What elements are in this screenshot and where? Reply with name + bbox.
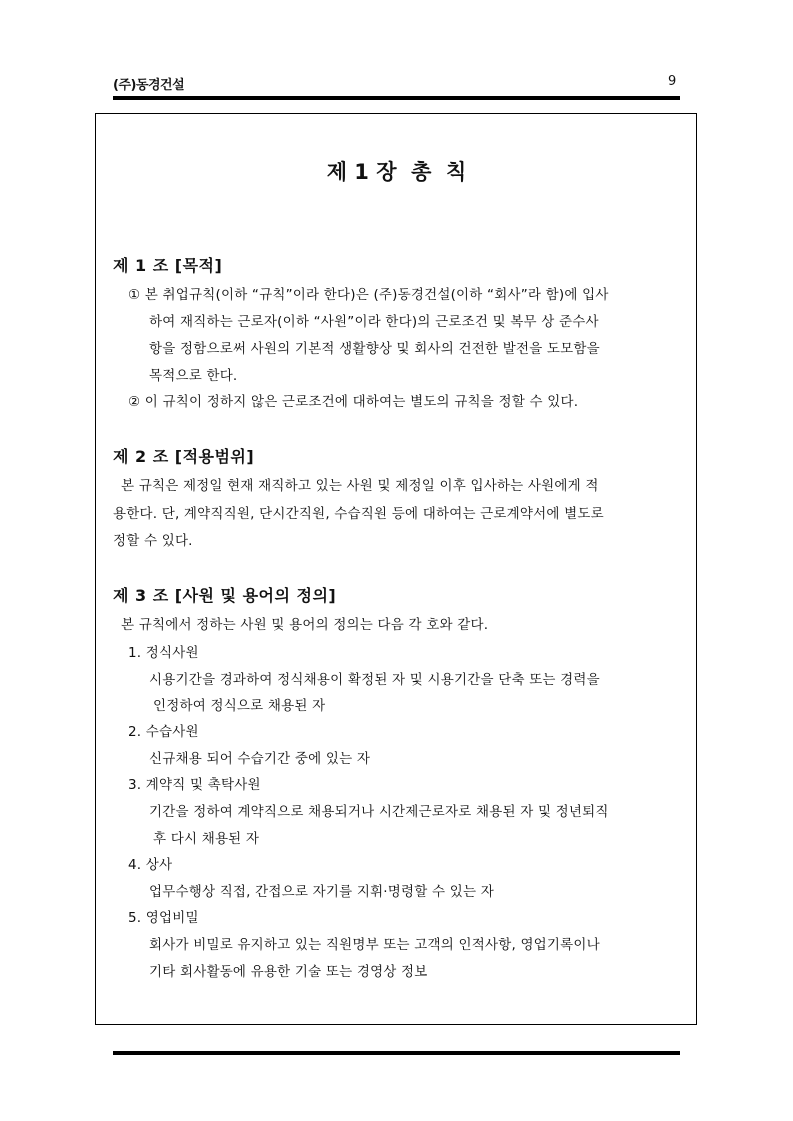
article-1-heading: 제 1 조 [목적] bbox=[113, 256, 223, 275]
definition-term: 5. 영업비밀 bbox=[128, 910, 199, 926]
definition-text: 후 다시 채용된 자 bbox=[153, 831, 260, 847]
footer-rule bbox=[113, 1051, 680, 1055]
definition-text: 회사가 비밀로 유지하고 있는 직원명부 또는 고객의 인적사항, 영업기록이나 bbox=[149, 937, 600, 953]
header-company: (주)동경건설 bbox=[113, 78, 185, 93]
article-3-intro: 본 규칙에서 정하는 사원 및 용어의 정의는 다음 각 호와 같다. bbox=[121, 617, 489, 633]
article-3-heading: 제 3 조 [사원 및 용어의 정의] bbox=[113, 586, 337, 605]
article-1-line: ① 본 취업규칙(이하 “규칙”이라 한다)은 (주)동경건설(이하 “회사”라 함)에 입사 bbox=[128, 287, 609, 303]
definition-term: 1. 정식사원 bbox=[128, 645, 199, 661]
header-rule bbox=[113, 96, 680, 100]
article-2-line: 용한다. 단, 계약직직원, 단시간직원, 수습직원 등에 대하여는 근로계약서에 별도로 bbox=[113, 506, 604, 522]
article-1-line: ② 이 규칙이 정하지 않은 근로조건에 대하여는 별도의 규칙을 정할 수 있다. bbox=[128, 394, 579, 410]
header-page-number: 9 bbox=[668, 74, 677, 89]
definition-term: 3. 계약직 및 촉탁사원 bbox=[128, 777, 261, 793]
definition-text: 기타 회사활동에 유용한 기술 또는 경영상 정보 bbox=[149, 964, 428, 980]
definition-text: 기간을 정하여 계약직으로 채용되거나 시간제근로자로 채용된 자 및 정년퇴직 bbox=[149, 804, 609, 820]
article-1-line: 하여 재직하는 근로자(이하 “사원”이라 한다)의 근로조건 및 복무 상 준수사 bbox=[149, 314, 599, 330]
definition-text: 시용기간을 경과하여 정식채용이 확정된 자 및 시용기간을 단축 또는 경력을 bbox=[149, 672, 600, 688]
definition-text: 업무수행상 직접, 간접으로 자기를 지휘·명령할 수 있는 자 bbox=[149, 884, 494, 900]
article-2-line: 본 규칙은 제정일 현재 재직하고 있는 사원 및 제정일 이후 입사하는 사원에게 적 bbox=[121, 478, 599, 494]
article-2-line: 정할 수 있다. bbox=[113, 533, 193, 549]
definition-text: 신규채용 되어 수습기간 중에 있는 자 bbox=[149, 751, 371, 767]
definition-text: 인정하여 정식으로 채용된 자 bbox=[153, 698, 326, 714]
article-1-line: 항을 정함으로써 사원의 기본적 생활향상 및 회사의 건전한 발전을 도모함을 bbox=[149, 341, 600, 357]
article-1-line: 목적으로 한다. bbox=[149, 368, 238, 384]
definition-term: 4. 상사 bbox=[128, 857, 173, 873]
chapter-title: 제 1 장 총 칙 bbox=[326, 160, 467, 184]
definition-term: 2. 수습사원 bbox=[128, 724, 199, 740]
article-2-heading: 제 2 조 [적용범위] bbox=[113, 447, 255, 466]
